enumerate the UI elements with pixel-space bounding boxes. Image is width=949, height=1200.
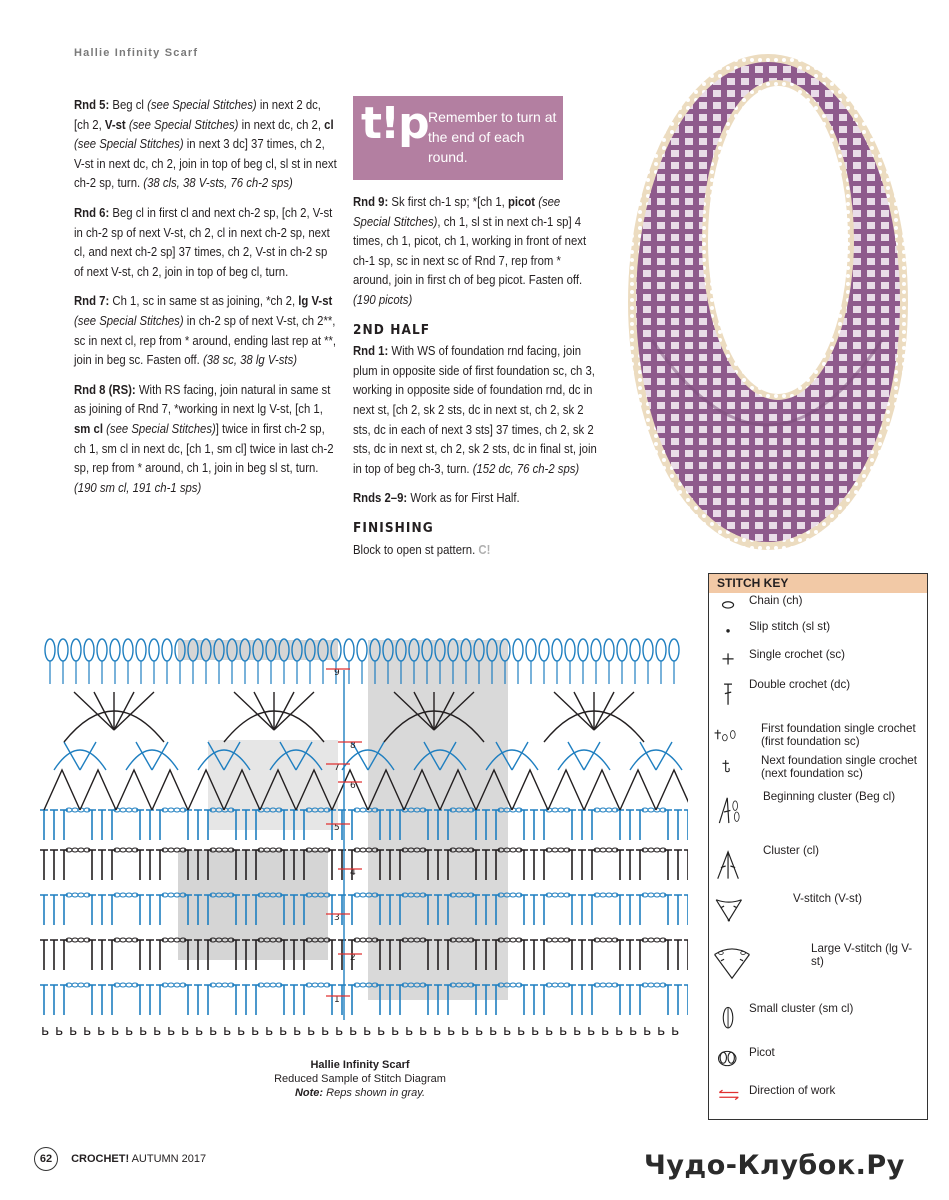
svg-text:ь: ь <box>223 1023 232 1039</box>
round-label: Rnd 1: <box>353 344 389 359</box>
stitch-key-label: Cluster (cl) <box>763 844 820 857</box>
watermark: Чудо-Клубок.Ру <box>644 1150 905 1181</box>
round-label: Rnd 8 (RS): <box>74 382 136 397</box>
svg-text:ь: ь <box>153 1023 162 1039</box>
svg-text:ь: ь <box>209 1023 218 1039</box>
magazine-name: CROCHET! <box>71 1153 130 1165</box>
stitch-key-label: First foundation single crochet (first foundation sc) <box>761 722 916 748</box>
svg-text:ь: ь <box>447 1023 456 1039</box>
svg-text:ь: ь <box>503 1023 512 1039</box>
caption-note-label: Note: <box>294 1087 324 1099</box>
instruction-text: With WS of foundation rnd facing, join plum in opposite side of first foundation sc, ch 3, working in opposite side of foundation rnd, dc in next st, [ch 2, sk 2 sts, dc in next st, ch 2, sk 2 sts, dc in each of next 3 sts] 37 times, ch 2, sk 2 sts, dc in next st, ch 2, sk 2 sts, dc in final st, join in top of beg ch-3, turn. <box>353 344 597 476</box>
svg-text:ь: ь <box>475 1023 484 1039</box>
svg-text:ь: ь <box>363 1023 372 1039</box>
double-crochet-icon <box>713 678 751 722</box>
svg-text:ь: ь <box>587 1023 596 1039</box>
instruction-text: in next 3 dc] 37 times, ch 2, V-st in next dc, ch 2, join in top of beg cl, sl st in next ch-2 sp, turn. <box>74 137 337 191</box>
instruction-text: (see Special Stitches) <box>353 195 561 229</box>
instruction-text: (see Special Stitches) <box>74 137 184 152</box>
instruction-text: V-st <box>104 117 126 132</box>
instruction-text: With RS facing, join natural in same st as joining of Rnd 7, *working in next lg V-st, [ch 1, <box>74 382 331 417</box>
instruction-text: in next 2 dc, [ch 2, <box>74 98 321 132</box>
beginning-cluster-icon <box>713 790 751 834</box>
finishing-paragraph <box>353 541 601 561</box>
svg-text:ь: ь <box>433 1023 442 1039</box>
instruction-text: Beg cl in first cl and next ch-2 sp, [ch 2, V-st in ch-2 sp of next V-st, ch 2, cl in next ch-2 sp, next cl, and next ch-2 sp] 37 times, ch 2, V-st in ch-2 sp of next V-st, ch 2, join in top of beg cl, turn. <box>74 205 333 279</box>
svg-text:3: 3 <box>334 913 340 923</box>
instruction-text: (190 sm cl, 191 ch-1 sps) <box>74 480 202 495</box>
stitch-key-label: Next foundation single crochet (next foundation sc) <box>761 754 917 780</box>
page-number: 62 <box>34 1147 58 1171</box>
round-label: Rnds 2–9: <box>353 491 408 506</box>
svg-text:ь: ь <box>601 1023 610 1039</box>
instruction-text: (38 sc, 38 lg V-sts) <box>202 353 298 368</box>
rnd1-paragraph <box>353 342 601 479</box>
instruction-text: (190 picots) <box>353 292 413 307</box>
tip-text: Remember to turn at the end of each round. <box>428 109 557 165</box>
round-label: Rnd 5: <box>74 98 110 112</box>
svg-text:ь: ь <box>671 1023 680 1039</box>
svg-text:ь: ь <box>643 1023 652 1039</box>
instruction-text: (see Special Stitches) <box>147 98 257 112</box>
svg-text:ь: ь <box>559 1023 568 1039</box>
instruction-text: Beg cl <box>109 98 148 112</box>
round-paragraph <box>74 96 337 194</box>
svg-text:ь: ь <box>629 1023 638 1039</box>
stitch-key-label: Double crochet (dc) <box>749 678 851 691</box>
svg-text:ь: ь <box>419 1023 428 1039</box>
caption-note-text: Reps shown in gray. <box>326 1087 426 1099</box>
svg-text:ь: ь <box>517 1023 526 1039</box>
svg-text:ь: ь <box>391 1023 400 1039</box>
instruction-text: in next dc, ch 2, <box>238 117 325 132</box>
instruction-text: ] twice in first ch-2 sp, ch 1, sm cl in next dc, [ch 1, sm cl] twice in last ch-2 sp, rep from * around, ch 1, join in beg sl st, turn. <box>74 421 334 476</box>
stitch-key-label: Picot <box>749 1046 775 1059</box>
rnd9-paragraph <box>353 193 601 311</box>
instruction-text: (see Special Stitches) <box>106 421 216 436</box>
svg-text:ь: ь <box>335 1023 344 1039</box>
instruction-text: Work as for First Half. <box>407 491 520 506</box>
round-label: Rnd 7: <box>74 294 110 309</box>
svg-text:ь: ь <box>531 1023 540 1039</box>
svg-text:8: 8 <box>350 741 356 751</box>
svg-text:ь: ь <box>139 1023 148 1039</box>
page-footer <box>34 1147 206 1171</box>
instruction-text: Sk first ch-1 sp; *[ch 1, <box>388 195 508 209</box>
svg-text:ь: ь <box>167 1023 176 1039</box>
rnds29-paragraph <box>353 489 601 509</box>
svg-text:ь: ь <box>265 1023 274 1039</box>
svg-text:2: 2 <box>350 953 356 963</box>
small-cluster-icon <box>713 1002 751 1046</box>
running-header: Hallie Infinity Scarf <box>74 47 199 59</box>
svg-text:ь: ь <box>657 1023 666 1039</box>
svg-text:ь: ь <box>573 1023 582 1039</box>
instruction-text: , ch 1, sl st in next ch-1 sp] 4 times, ch 1, picot, ch 1, working in front of next ch-1 sp, sc in next sc of Rnd 7, rep from * around, join in first ch of beg picot. Fasten off. <box>353 214 587 288</box>
issue-label: AUTUMN 2017 <box>131 1153 207 1165</box>
instruction-text: Ch 1, sc in same st as joining, *ch 2, <box>109 294 299 309</box>
instruction-text: cl <box>324 117 334 132</box>
svg-text:ь: ь <box>125 1023 134 1039</box>
stitch-key-label: Beginning cluster (Beg cl) <box>763 790 896 803</box>
svg-text:ь: ь <box>321 1023 330 1039</box>
round-paragraph <box>74 381 337 499</box>
stitch-key-label: Large V-stitch (lg V-st) <box>811 942 913 968</box>
finishing-heading: FINISHING <box>353 519 434 536</box>
stitch-key <box>708 573 928 1120</box>
stitch-key-label: Single crochet (sc) <box>749 648 846 661</box>
stitch-key-label: Small cluster (sm cl) <box>749 1002 854 1015</box>
svg-text:ь: ь <box>279 1023 288 1039</box>
instructions-column-1 <box>74 96 337 508</box>
caption-subtitle: Reduced Sample of Stitch Diagram <box>274 1073 446 1085</box>
stitch-key-label: Slip stitch (sl st) <box>749 620 831 633</box>
round-paragraph <box>74 204 337 282</box>
svg-text:ь: ь <box>97 1023 106 1039</box>
svg-text:ь: ь <box>69 1023 78 1039</box>
svg-text:ь: ь <box>111 1023 120 1039</box>
svg-text:ь: ь <box>349 1023 358 1039</box>
svg-text:ь: ь <box>615 1023 624 1039</box>
instruction-text: (see Special Stitches) <box>74 313 184 328</box>
svg-text:ь: ь <box>41 1023 50 1039</box>
svg-text:ь: ь <box>307 1023 316 1039</box>
instructions-column-2 <box>353 193 601 570</box>
svg-text:ь: ь <box>181 1023 190 1039</box>
svg-text:ь: ь <box>237 1023 246 1039</box>
svg-text:ь: ь <box>489 1023 498 1039</box>
stitch-key-label: Direction of work <box>749 1084 836 1097</box>
instruction-text: in ch-2 sp of next V-st, ch 2**, sc in next cl, rep from * around, ending last rep at **, join in beg sc. Fasten off. <box>74 313 337 368</box>
stitch-key-title: STITCH KEY <box>709 574 927 593</box>
diagram-caption <box>220 1058 500 1100</box>
direction-arrow-icon <box>713 1084 751 1128</box>
tip-logo: t!p <box>361 98 428 149</box>
svg-text:ь: ь <box>195 1023 204 1039</box>
svg-text:ь: ь <box>545 1023 554 1039</box>
svg-text:6: 6 <box>350 781 356 791</box>
scarf-photo <box>612 40 924 556</box>
svg-text:ь: ь <box>83 1023 92 1039</box>
instruction-text: picot <box>507 195 536 209</box>
instruction-text: lg V-st <box>298 294 333 309</box>
svg-text:ь: ь <box>55 1023 64 1039</box>
v-stitch-icon <box>713 892 751 936</box>
svg-text:ь: ь <box>377 1023 386 1039</box>
svg-text:ь: ь <box>405 1023 414 1039</box>
cluster-icon <box>713 844 751 888</box>
svg-text:7: 7 <box>334 763 340 773</box>
end-mark: C! <box>478 542 491 557</box>
large-v-stitch-icon <box>713 942 751 986</box>
instruction-text: (38 cls, 38 V-sts, 76 ch-2 sps) <box>143 176 293 191</box>
stitch-diagram <box>38 630 688 1050</box>
svg-text:5: 5 <box>334 823 340 833</box>
svg-text:1: 1 <box>334 995 340 1005</box>
instruction-text: (152 dc, 76 ch-2 sps) <box>472 461 580 476</box>
svg-text:ь: ь <box>251 1023 260 1039</box>
caption-title: Hallie Infinity Scarf <box>310 1059 410 1071</box>
svg-text:9: 9 <box>334 668 340 678</box>
instruction-text: sm cl <box>74 421 103 436</box>
stitch-key-label: V-stitch (V-st) <box>793 892 862 905</box>
svg-text:ь: ь <box>461 1023 470 1039</box>
stitch-key-label: Chain (ch) <box>749 594 803 607</box>
svg-text:4: 4 <box>350 868 356 878</box>
instruction-text: (see Special Stitches) <box>128 117 239 132</box>
finishing-text: Block to open st pattern. <box>353 542 476 557</box>
round-label: Rnd 6: <box>74 205 110 220</box>
second-half-heading: 2ND HALF <box>353 321 431 338</box>
round-paragraph <box>74 292 337 370</box>
tip-box <box>353 96 563 180</box>
svg-text:ь: ь <box>293 1023 302 1039</box>
round-label: Rnd 9: <box>353 195 389 209</box>
